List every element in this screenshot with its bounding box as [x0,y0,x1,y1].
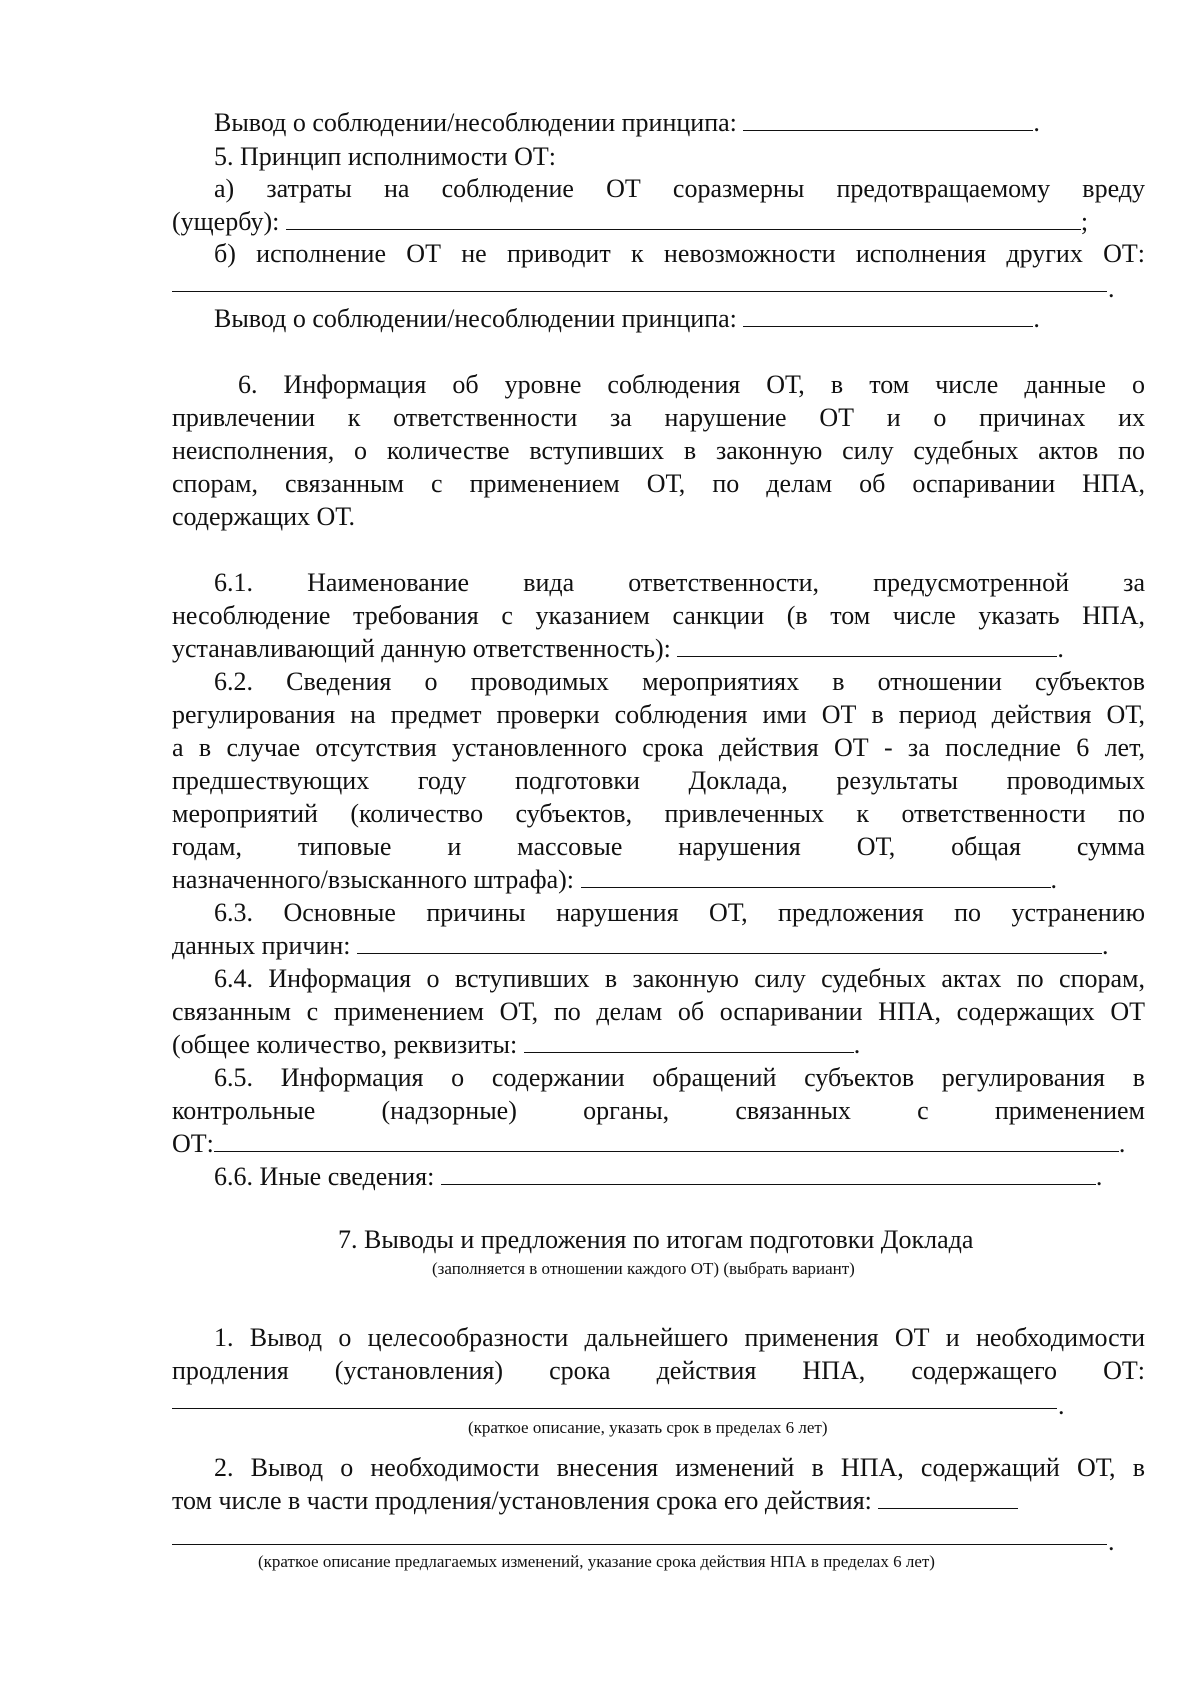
conclusion-blank[interactable] [743,302,1033,327]
conclusion-2-blank[interactable] [172,1544,1107,1545]
section-6-5-line1: 6.5. Информация о содержании обращений субъектов регулирования в [214,1063,1145,1092]
section-6-line2: привлечении к ответственности за нарушение ОТ и о причинах их [172,403,1145,432]
section-6-1-line2: несоблюдение требования с указанием санкции (в том числе указать НПА, [172,601,1145,630]
conclusion-2-line1: 2. Вывод о необходимости внесения изменений в НПА, содержащий ОТ, в [214,1453,1145,1482]
fine-blank[interactable] [581,863,1051,888]
section-7-subtitle: (заполняется в отношении каждого ОТ) (выбрать вариант) [432,1259,855,1278]
principle-5-b-blank[interactable] [172,291,1107,292]
conclusion-label: Вывод о соблюдении/несоблюдении принципа: [214,304,737,333]
section-6-4-line3: (общее количество, реквизиты: . [172,1030,861,1059]
section-6-line3: неисполнения, о количестве вступивших в законную силу судебных актов по [172,436,1145,465]
conclusion-1-line2: продления (установления) срока действия НПА, содержащего ОТ: [172,1356,1145,1385]
conclusion-2-hint: (краткое описание предлагаемых изменений, указание срока действия НПА в пределах 6 лет) [258,1552,935,1571]
conclusion-1-blank[interactable] [172,1408,1057,1409]
conclusion-blank[interactable] [743,106,1033,131]
section-6-2-line6: годам, типовые и массовые нарушения ОТ, общая сумма [172,832,1145,861]
court-acts-blank[interactable] [524,1028,854,1053]
liability-blank[interactable] [677,632,1057,657]
section-6-1-line3: устанавливающий данную ответственность): . [172,634,1064,663]
principle-5-title: 5. Принцип исполнимости ОТ: [214,142,556,171]
section-6-4-line1: 6.4. Информация о вступивших в законную силу судебных актах по спорам, [214,964,1145,993]
section-6-line1: 6. Информация об уровне соблюдения ОТ, в том числе данные о [238,370,1145,399]
harm-blank[interactable] [286,205,1081,230]
section-7-title: 7. Выводы и предложения по итогам подготовки Доклада [338,1225,974,1254]
section-6-5-line3: ОТ: . [172,1129,1126,1158]
conclusion-1-line1: 1. Вывод о целесообразности дальнейшего применения ОТ и необходимости [214,1323,1145,1352]
conclusion-1-hint: (краткое описание, указать срок в пределах 6 лет) [468,1418,828,1437]
conclusion-2-line2: том числе в части продления/установления срока его действия: [172,1484,1162,1518]
section-6-2-line7: назначенного/взысканного штрафа): . [172,865,1058,894]
section-6-6-line1: 6.6. Иные сведения: . [214,1162,1103,1191]
section-6-2-line5: мероприятий (количество субъектов, привлеченных к ответственности по [172,799,1145,828]
section-6-line5: содержащих ОТ. [172,502,356,531]
section-6-2-line4: предшествующих году подготовки Доклада, результаты проводимых [172,766,1145,795]
other-info-blank[interactable] [441,1160,1096,1185]
section-6-line4: спорам, связанным с применением ОТ, по делам об оспаривании НПА, [172,469,1145,498]
section-6-5-line2: контрольные (надзорные) органы, связанных с применением [172,1096,1145,1125]
section-6-2-line3: а в случае отсутствия установленного срока действия ОТ - за последние 6 лет, [172,733,1145,762]
conclusion-label: Вывод о соблюдении/несоблюдении принципа: [214,108,737,137]
section-6-2-line2: регулирования на предмет проверки соблюдения ими ОТ в период действия ОТ, [172,700,1145,729]
principle-5-b-line1: б) исполнение ОТ не приводит к невозможности исполнения других ОТ: [214,239,1145,268]
principle-4-conclusion: Вывод о соблюдении/несоблюдении принципа: . [214,108,1040,137]
principle-5-conclusion: Вывод о соблюдении/несоблюдении принципа: . [214,304,1040,333]
changes-short-blank[interactable] [878,1484,1018,1509]
section-6-3-line2: данных причин: . [172,931,1109,960]
section-6-3-line1: 6.3. Основные причины нарушения ОТ, предложения по устранению [214,898,1145,927]
section-6-1-line1: 6.1. Наименование вида ответственности, предусмотренной за [214,568,1145,597]
section-6-2-line1: 6.2. Сведения о проводимых мероприятиях в отношении субъектов [214,667,1145,696]
principle-5-a-line2: (ущербу): ; [172,207,1089,236]
principle-5-a-line1: а) затраты на соблюдение ОТ соразмерны предотвращаемому вреду [214,174,1145,203]
section-6-4-line2: связанным с применением ОТ, по делам об оспаривании НПА, содержащих ОТ [172,997,1145,1026]
document-page: Вывод о соблюдении/несоблюдении принципа: . 5. Принцип исполнимости ОТ: а) затраты на соблюдение ОТ соразмерны предотвращаемому вреду (ущербу): ; б) исполнение ОТ не приводит к невозможности исполнения других ОТ: . Вывод о соблюдении/несоблюдении принципа: . 6. Информация об уровне соблюдения ОТ, в том числе данные о привлечении к ответственности за нарушение ОТ и о причинах их неисполнения, о количестве вступивших в законную силу судебных актов по спорам, связанным с применением ОТ, по делам об оспаривании НПА, содержащих ОТ. 6.1. Наименование вида ответственности, предусмотренной за несоблюдение требования с указанием санкции (в том числе указать НПА, устанавливающий данную ответственность): . 6.2. Сведения о проводимых мероприятиях в отношении субъектов регулирования на предмет проверки соблюдения ими ОТ в период действия ОТ, а в случае отсутствия установленного срока действия ОТ - за последние 6 лет, предшествующих году подготовки Доклада, результаты проводимых мероприятий (количество субъектов, привлеченных к ответственности по годам, типовые и массовые нарушения ОТ, общая сумма назначенного/взысканного штрафа): . 6.3. Основные причины нарушения ОТ, предложения по устранению данных причин: . 6.4. Информация о вступивших в законную силу судебных актах по спорам, связанным с применением ОТ, по делам об оспаривании НПА, содержащих ОТ (общее количество, реквизиты: . 6.5. Информация о содержании обращений субъектов регулирования в контрольные (надзорные) органы, связанных с применением ОТ: . 6.6. Иные сведения: . 7. Выводы и предложения по итогам подготовки Доклада (заполняется в отношении каждого ОТ) (выбрать вариант) 1. Вывод о целесообразности дальнейшего применения ОТ и необходимости продления (установления) срока действия НПА, содержащего ОТ: . (краткое описание, указать срок в пределах 6 лет) 2. Вывод о необходимости внесения изменений в НПА, содержащий ОТ, в том числе в части продления/установления срока его действия: . (краткое описание предлагаемых изменений, указание срока действия НПА в пределах 6 лет) [0,0,1200,1697]
appeals-blank[interactable] [214,1127,1119,1152]
reasons-blank[interactable] [357,929,1102,954]
